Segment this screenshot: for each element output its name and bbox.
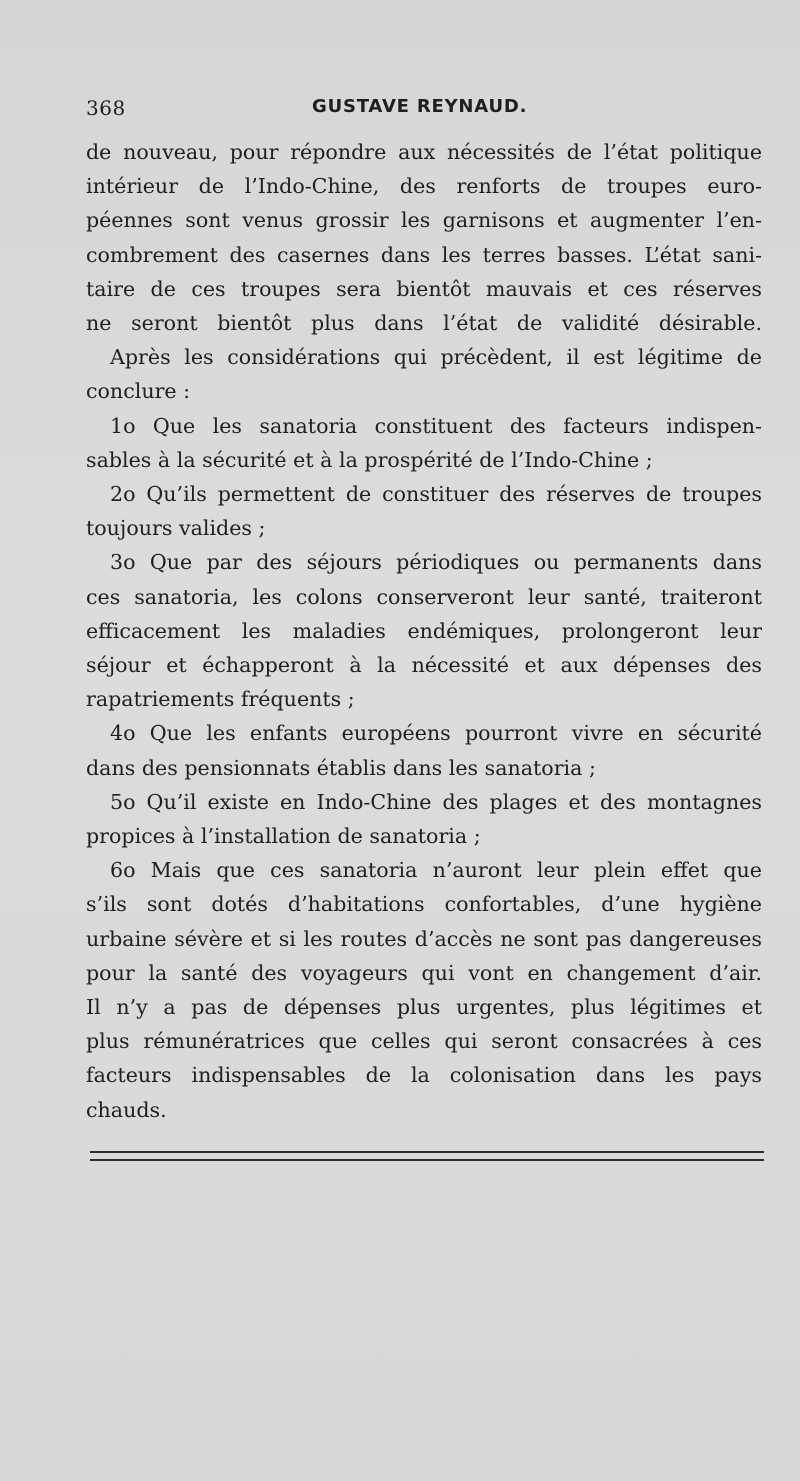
text-line: sables à la sécurité et à la prospérité de l’Indo-Chine ; — [86, 447, 653, 472]
list-item-4: 4o Que les enfants européens pourront vivre en sécurité — [110, 721, 762, 746]
text-line: efficacement les maladies endémiques, prolongeront leur — [86, 618, 762, 643]
text-line: s’ils sont dotés d’habitations confortables, d’une hygiène — [86, 892, 762, 917]
text-line: facteurs indispensables de la colonisation dans les pays — [86, 1063, 762, 1088]
text-line: Il n’y a pas de dépenses plus urgentes, plus légitimes et — [86, 995, 762, 1020]
text-line: ne seront bientôt plus dans l’état de validité désirable. — [86, 311, 762, 336]
running-head: GUSTAVE REYNAUD. — [312, 96, 528, 117]
text-line: séjour et échapperont à la nécessité et aux dépenses des — [86, 653, 762, 678]
text-line: chauds. — [86, 1097, 167, 1122]
text-line: intérieur de l’Indo-Chine, des renforts de troupes euro- — [86, 174, 762, 199]
end-rule-bottom — [90, 1159, 764, 1161]
text-line: urbaine sévère et si les routes d’accès ne sont pas dangereuses — [86, 926, 762, 951]
list-item-6: 6o Mais que ces sanatoria n’auront leur plein effet que — [110, 858, 762, 883]
list-item-2: 2o Qu’ils permettent de constituer des réserves de troupes — [110, 482, 762, 507]
text-line: dans des pensionnats établis dans les sanatoria ; — [86, 755, 596, 780]
text-line: péennes sont venus grossir les garnisons et augmenter l’en- — [86, 208, 762, 233]
text-line: plus rémunératrices que celles qui seront consacrées à ces — [86, 1029, 762, 1054]
text-line: taire de ces troupes sera bientôt mauvais et ces réserves — [86, 276, 762, 301]
text-line: ces sanatoria, les colons conserveront leur santé, traiteront — [86, 584, 762, 609]
text-line: conclure : — [86, 379, 191, 404]
text-line: propices à l’installation de sanatoria ; — [86, 824, 481, 849]
list-item-1: 1o Que les sanatoria constituent des facteurs indispen- — [110, 413, 762, 438]
body-text — [86, 135, 762, 1127]
text-line: de nouveau, pour répondre aux nécessités de l’état politique — [86, 140, 762, 164]
list-item-3: 3o Que par des séjours périodiques ou permanents dans — [110, 550, 762, 575]
page-number: 368 — [86, 96, 126, 120]
text-line: Après les considérations qui précèdent, il est légitime de — [110, 345, 762, 370]
text-line: toujours valides ; — [86, 516, 266, 541]
text-line: rapatriements fréquents ; — [86, 687, 355, 712]
list-item-5: 5o Qu’il existe en Indo-Chine des plages et des montagnes — [110, 789, 762, 814]
text-line: pour la santé des voyageurs qui vont en changement d’air. — [86, 960, 762, 985]
text-line: combrement des casernes dans les terres basses. L’état sani- — [86, 242, 762, 267]
end-rule-top — [90, 1151, 764, 1153]
